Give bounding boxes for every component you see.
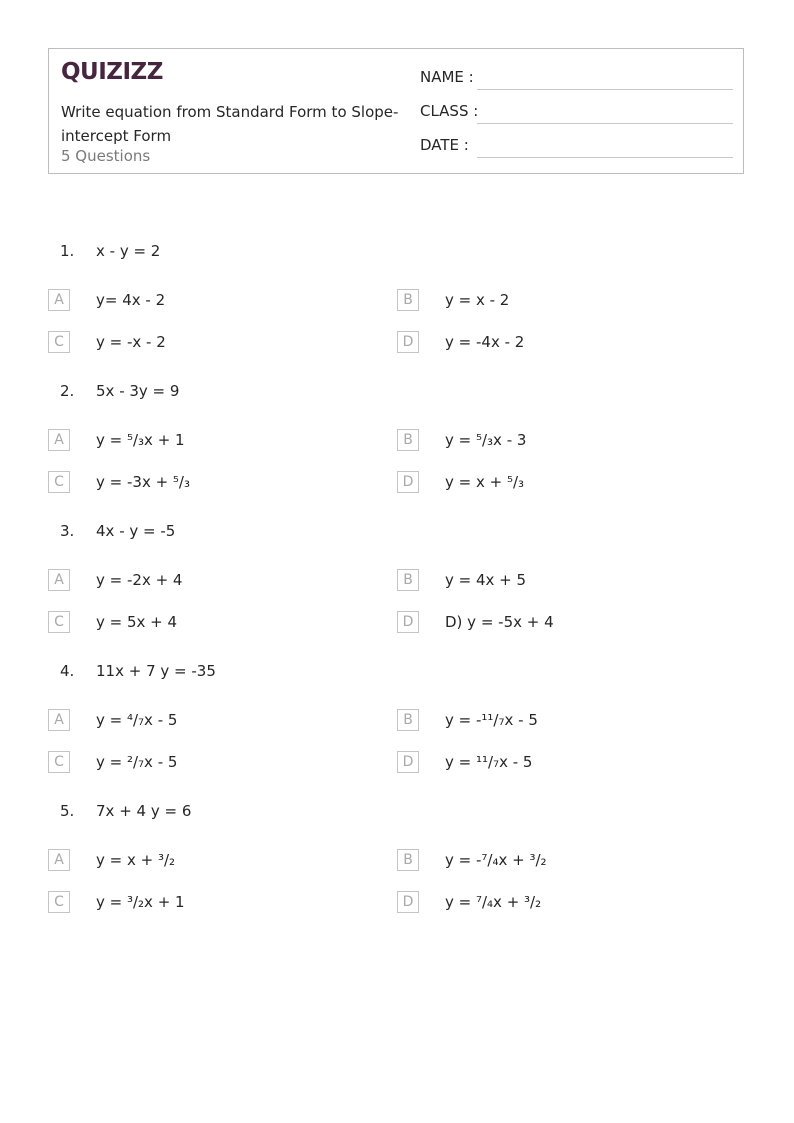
option-c-text: y = ²/₇x - 5 [96,753,178,771]
option-b-box[interactable]: B [397,429,419,451]
option-c-box[interactable]: C [48,471,70,493]
class-field[interactable] [477,123,733,124]
question-text: 11x + 7 y = -35 [96,662,216,680]
option-a-text: y = ⁴/₇x - 5 [96,711,178,729]
option-c-text: y = -3x + ⁵/₃ [96,473,190,491]
question-text: x - y = 2 [96,242,161,260]
question-number: 2. [60,382,75,400]
date-field[interactable] [477,157,733,158]
question-text: 5x - 3y = 9 [96,382,180,400]
name-label: NAME : [420,68,474,86]
date-label: DATE : [420,136,469,154]
option-c-box[interactable]: C [48,331,70,353]
option-b-box[interactable]: B [397,569,419,591]
option-c-text: y = -x - 2 [96,333,166,351]
option-b-text: y = -¹¹/₇x - 5 [445,711,538,729]
question-text: 7x + 4 y = 6 [96,802,192,820]
option-d-text: y = ¹¹/₇x - 5 [445,753,533,771]
class-label: CLASS : [420,102,479,120]
option-c-text: y = 5x + 4 [96,613,178,631]
option-b-box[interactable]: B [397,709,419,731]
question-number: 4. [60,662,75,680]
option-a-text: y = x + ³/₂ [96,851,176,869]
question-number: 5. [60,802,75,820]
option-a-text: y = ⁵/₃x + 1 [96,431,185,449]
question-number: 1. [60,242,75,260]
option-d-box[interactable]: D [397,331,419,353]
question-number: 3. [60,522,75,540]
option-d-box[interactable]: D [397,611,419,633]
option-a-text: y = -2x + 4 [96,571,183,589]
name-field[interactable] [477,89,733,90]
option-b-text: y = 4x + 5 [445,571,527,589]
option-c-box[interactable]: C [48,611,70,633]
option-b-text: y = ⁵/₃x - 3 [445,431,527,449]
option-b-text: y = x - 2 [445,291,510,309]
option-b-box[interactable]: B [397,849,419,871]
question-text: 4x - y = -5 [96,522,176,540]
option-d-text: y = -4x - 2 [445,333,525,351]
option-b-text: y = -⁷/₄x + ³/₂ [445,851,547,869]
option-a-box[interactable]: A [48,289,70,311]
option-c-box[interactable]: C [48,891,70,913]
option-a-text: y= 4x - 2 [96,291,166,309]
option-d-text: y = ⁷/₄x + ³/₂ [445,893,542,911]
option-d-text: D) y = -5x + 4 [445,613,554,631]
option-a-box[interactable]: A [48,569,70,591]
option-d-box[interactable]: D [397,751,419,773]
option-a-box[interactable]: A [48,429,70,451]
question-count: 5 Questions [61,147,151,165]
option-d-box[interactable]: D [397,891,419,913]
option-a-box[interactable]: A [48,709,70,731]
option-c-text: y = ³/₂x + 1 [96,893,185,911]
option-d-text: y = x + ⁵/₃ [445,473,525,491]
worksheet-title: Write equation from Standard Form to Slope-intercept Form [61,103,399,145]
option-c-box[interactable]: C [48,751,70,773]
option-b-box[interactable]: B [397,289,419,311]
worksheet-header [48,48,744,174]
option-d-box[interactable]: D [397,471,419,493]
option-a-box[interactable]: A [48,849,70,871]
quizizz-logo: QUIZIZZ [61,59,163,85]
